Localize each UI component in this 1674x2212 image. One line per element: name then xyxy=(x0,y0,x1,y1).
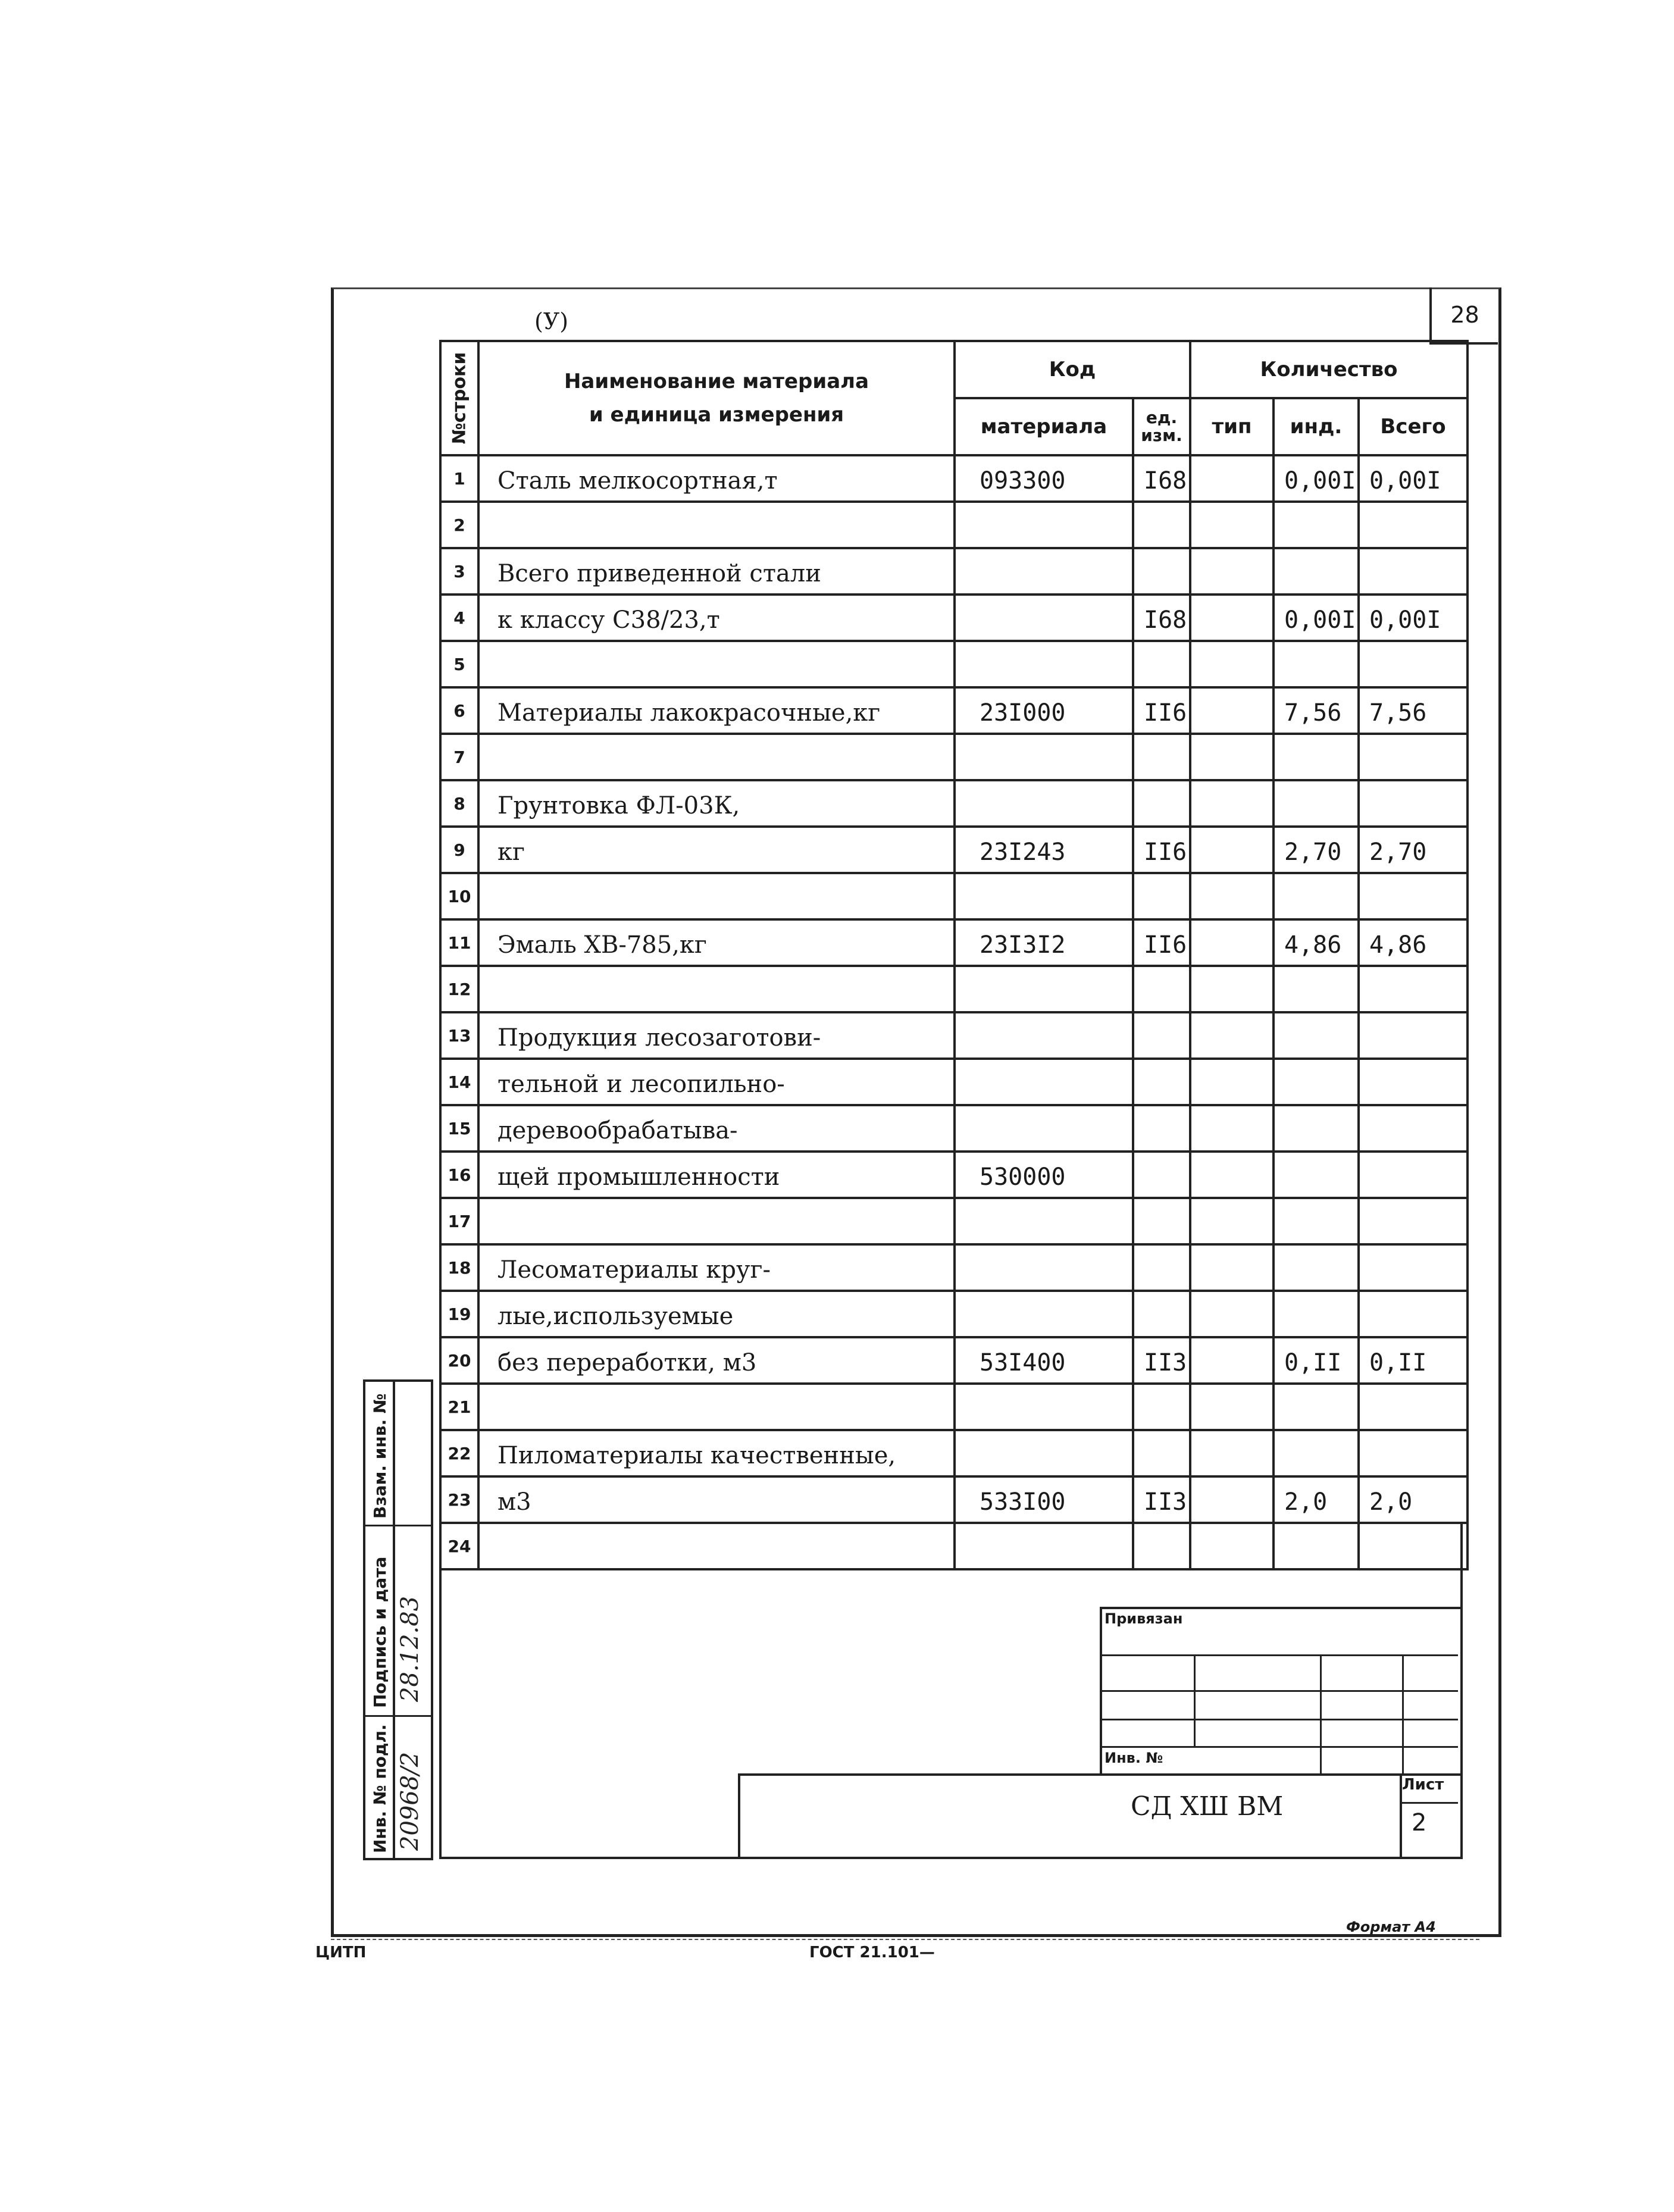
qty-type xyxy=(1190,1059,1274,1105)
sheet-divider xyxy=(1400,1802,1458,1804)
qty-ind xyxy=(1274,1059,1359,1105)
binding-line xyxy=(1100,1690,1458,1692)
material-name: м3 xyxy=(478,1476,955,1523)
qty-type xyxy=(1190,734,1274,780)
row-number: 24 xyxy=(440,1523,478,1569)
material-code xyxy=(955,595,1133,641)
row-number: 1 xyxy=(440,455,478,502)
qty-ind: 2,0 xyxy=(1274,1476,1359,1523)
material-code xyxy=(955,734,1133,780)
row-number: 17 xyxy=(440,1198,478,1244)
material-name: Грунтовка ФЛ-03К, xyxy=(478,780,955,827)
unit-code: I68 xyxy=(1133,595,1190,641)
inv-no-label: Инв. № подл. xyxy=(370,1724,390,1853)
header-type: тип xyxy=(1190,398,1274,455)
qty-total xyxy=(1359,502,1468,548)
qty-total xyxy=(1359,1430,1468,1476)
qty-type xyxy=(1190,595,1274,641)
material-code xyxy=(955,780,1133,827)
material-code xyxy=(955,1384,1133,1430)
qty-ind xyxy=(1274,1198,1359,1244)
header-ind: инд. xyxy=(1274,398,1359,455)
qty-total xyxy=(1359,1198,1468,1244)
qty-type xyxy=(1190,1198,1274,1244)
unit-code: II6 xyxy=(1133,827,1190,873)
marker-label: (У) xyxy=(534,308,569,334)
material-code xyxy=(955,1430,1133,1476)
material-code xyxy=(955,502,1133,548)
qty-total xyxy=(1359,1059,1468,1105)
row-number: 3 xyxy=(440,548,478,595)
unit-code: II3 xyxy=(1133,1476,1190,1523)
binding-line xyxy=(1194,1654,1196,1746)
material-name: деревообрабатыва- xyxy=(478,1105,955,1152)
material-code: 23I243 xyxy=(955,827,1133,873)
material-name xyxy=(478,1384,955,1430)
vzam-label: Взам. инв. № xyxy=(370,1393,390,1519)
binding-line xyxy=(1402,1654,1404,1773)
table-row xyxy=(440,641,1468,687)
row-number: 13 xyxy=(440,1012,478,1059)
material-code xyxy=(955,1198,1133,1244)
sheet-label: Лист xyxy=(1402,1776,1444,1794)
row-number: 22 xyxy=(440,1430,478,1476)
binding-line xyxy=(1100,1719,1458,1720)
qty-ind xyxy=(1274,1152,1359,1198)
qty-ind: 7,56 xyxy=(1274,687,1359,734)
material-code xyxy=(955,873,1133,919)
binding-line xyxy=(1320,1654,1322,1773)
table-row xyxy=(440,827,1468,873)
qty-ind: 4,86 xyxy=(1274,919,1359,966)
header-total: Всего xyxy=(1359,398,1468,455)
qty-total xyxy=(1359,1012,1468,1059)
qty-total: 0,00I xyxy=(1359,595,1468,641)
row-number: 21 xyxy=(440,1384,478,1430)
qty-ind xyxy=(1274,1384,1359,1430)
materials-table xyxy=(439,340,1469,1570)
row-number: 14 xyxy=(440,1059,478,1105)
table-row xyxy=(440,1384,1468,1430)
table-row xyxy=(440,455,1468,502)
qty-type xyxy=(1190,641,1274,687)
material-name: Сталь мелкосортная,т xyxy=(478,455,955,502)
qty-total xyxy=(1359,1244,1468,1291)
inv-label: Инв. № xyxy=(1104,1750,1163,1766)
table-row xyxy=(440,1244,1468,1291)
qty-total xyxy=(1359,1384,1468,1430)
qty-total xyxy=(1359,641,1468,687)
material-name xyxy=(478,873,955,919)
qty-type xyxy=(1190,502,1274,548)
binding-line xyxy=(1100,1746,1458,1748)
unit-code xyxy=(1133,548,1190,595)
material-name: к классу С38/23,т xyxy=(478,595,955,641)
material-name: без переработки, м3 xyxy=(478,1337,955,1384)
header-code: Код xyxy=(955,341,1190,398)
handwritten-inv: 20968/2 xyxy=(396,1751,424,1851)
row-number: 15 xyxy=(440,1105,478,1152)
material-code: 53I400 xyxy=(955,1337,1133,1384)
table-row xyxy=(440,502,1468,548)
unit-code xyxy=(1133,1244,1190,1291)
unit-code xyxy=(1133,641,1190,687)
unit-code xyxy=(1133,502,1190,548)
unit-code xyxy=(1133,1384,1190,1430)
material-name xyxy=(478,641,955,687)
qty-type xyxy=(1190,548,1274,595)
qty-type xyxy=(1190,1012,1274,1059)
qty-type xyxy=(1190,455,1274,502)
row-number: 16 xyxy=(440,1152,478,1198)
qty-ind xyxy=(1274,873,1359,919)
table-row xyxy=(440,1152,1468,1198)
material-name: Лесоматериалы круг- xyxy=(478,1244,955,1291)
material-code: 23I000 xyxy=(955,687,1133,734)
unit-code xyxy=(1133,873,1190,919)
header-material: материала xyxy=(955,398,1133,455)
material-name: щей промышленности xyxy=(478,1152,955,1198)
table-row xyxy=(440,919,1468,966)
qty-total xyxy=(1359,734,1468,780)
unit-code xyxy=(1133,780,1190,827)
qty-ind xyxy=(1274,548,1359,595)
qty-total: 0,II xyxy=(1359,1337,1468,1384)
qty-type xyxy=(1190,873,1274,919)
row-number: 5 xyxy=(440,641,478,687)
table-row xyxy=(440,1476,1468,1523)
material-name: Пиломатериалы качественные, xyxy=(478,1430,955,1476)
material-code xyxy=(955,1244,1133,1291)
qty-type xyxy=(1190,1244,1274,1291)
unit-code xyxy=(1133,1152,1190,1198)
qty-total xyxy=(1359,1152,1468,1198)
qty-type xyxy=(1190,687,1274,734)
qty-total: 2,70 xyxy=(1359,827,1468,873)
row-number: 12 xyxy=(440,966,478,1012)
handwritten-date: 28.12.83 xyxy=(396,1595,424,1702)
unit-code: II3 xyxy=(1133,1337,1190,1384)
table-row xyxy=(440,734,1468,780)
row-number: 9 xyxy=(440,827,478,873)
material-name: Всего приведенной стали xyxy=(478,548,955,595)
qty-type xyxy=(1190,1152,1274,1198)
table-row xyxy=(440,1430,1468,1476)
footer-line xyxy=(331,1939,1479,1940)
row-number: 23 xyxy=(440,1476,478,1523)
unit-code: II6 xyxy=(1133,687,1190,734)
material-name: лые,используемые xyxy=(478,1291,955,1337)
unit-code xyxy=(1133,1430,1190,1476)
material-name xyxy=(478,1198,955,1244)
material-name: кг xyxy=(478,827,955,873)
footer-standard: ГОСТ 21.101— xyxy=(809,1944,935,1961)
material-code xyxy=(955,1105,1133,1152)
table-row xyxy=(440,873,1468,919)
material-code xyxy=(955,966,1133,1012)
table-row xyxy=(440,1291,1468,1337)
binding-line xyxy=(1100,1654,1458,1656)
table-row xyxy=(440,687,1468,734)
row-number: 4 xyxy=(440,595,478,641)
page-number: 28 xyxy=(1429,287,1498,345)
qty-ind xyxy=(1274,502,1359,548)
material-name xyxy=(478,966,955,1012)
qty-ind: 0,II xyxy=(1274,1337,1359,1384)
header-name: Наименование материала и единица измерения xyxy=(478,341,955,455)
qty-ind xyxy=(1274,1105,1359,1152)
table-row xyxy=(440,1012,1468,1059)
qty-ind: 2,70 xyxy=(1274,827,1359,873)
material-code: 533I00 xyxy=(955,1476,1133,1523)
header-unit: ед. изм. xyxy=(1133,398,1190,455)
row-number: 19 xyxy=(440,1291,478,1337)
title-stamp xyxy=(738,1773,1460,1859)
qty-total xyxy=(1359,1291,1468,1337)
row-number: 20 xyxy=(440,1337,478,1384)
material-code: 23I3I2 xyxy=(955,919,1133,966)
qty-total: 4,86 xyxy=(1359,919,1468,966)
qty-total: 0,00I xyxy=(1359,455,1468,502)
row-number: 2 xyxy=(440,502,478,548)
material-name xyxy=(478,502,955,548)
row-number: 6 xyxy=(440,687,478,734)
footer-left: ЦИТП xyxy=(315,1944,367,1961)
material-name: Материалы лакокрасочные,кг xyxy=(478,687,955,734)
unit-code xyxy=(1133,1059,1190,1105)
material-name: Продукция лесозаготови- xyxy=(478,1012,955,1059)
material-name: тельной и лесопильно- xyxy=(478,1059,955,1105)
qty-ind xyxy=(1274,1291,1359,1337)
row-number: 10 xyxy=(440,873,478,919)
qty-total xyxy=(1359,548,1468,595)
footer-format: Формат А4 xyxy=(1346,1919,1436,1935)
table-row xyxy=(440,1198,1468,1244)
qty-type xyxy=(1190,1105,1274,1152)
sign-date-label: Подпись и дата xyxy=(370,1556,390,1708)
unit-code: II6 xyxy=(1133,919,1190,966)
document-code: СД ХШ ВМ xyxy=(1131,1791,1284,1822)
material-code xyxy=(955,1291,1133,1337)
qty-total xyxy=(1359,873,1468,919)
qty-total xyxy=(1359,966,1468,1012)
qty-type xyxy=(1190,1291,1274,1337)
qty-type xyxy=(1190,827,1274,873)
qty-ind xyxy=(1274,734,1359,780)
material-name: Эмаль ХВ-785,кг xyxy=(478,919,955,966)
unit-code xyxy=(1133,1198,1190,1244)
qty-total: 7,56 xyxy=(1359,687,1468,734)
header-quantity: Количество xyxy=(1190,341,1468,398)
qty-type xyxy=(1190,1337,1274,1384)
table-row xyxy=(440,1105,1468,1152)
qty-ind xyxy=(1274,966,1359,1012)
table-row xyxy=(440,1337,1468,1384)
qty-type xyxy=(1190,919,1274,966)
sheet-number: 2 xyxy=(1412,1809,1427,1836)
qty-total xyxy=(1359,1105,1468,1152)
row-number: 8 xyxy=(440,780,478,827)
material-code: 093300 xyxy=(955,455,1133,502)
unit-code xyxy=(1133,1012,1190,1059)
qty-type xyxy=(1190,780,1274,827)
unit-code xyxy=(1133,1291,1190,1337)
qty-total xyxy=(1359,780,1468,827)
unit-code xyxy=(1133,734,1190,780)
material-code xyxy=(955,1012,1133,1059)
material-code xyxy=(955,1059,1133,1105)
qty-type xyxy=(1190,1384,1274,1430)
unit-code xyxy=(1133,1105,1190,1152)
qty-ind xyxy=(1274,1430,1359,1476)
material-code xyxy=(955,641,1133,687)
material-code: 530000 xyxy=(955,1152,1133,1198)
table-row xyxy=(440,966,1468,1012)
qty-ind xyxy=(1274,1012,1359,1059)
unit-code: I68 xyxy=(1133,455,1190,502)
table-row xyxy=(440,548,1468,595)
table-row xyxy=(440,595,1468,641)
qty-type xyxy=(1190,1430,1274,1476)
table-row xyxy=(440,780,1468,827)
qty-ind: 0,00I xyxy=(1274,455,1359,502)
row-number: 18 xyxy=(440,1244,478,1291)
qty-type xyxy=(1190,1476,1274,1523)
header-row-no: №строки xyxy=(440,341,478,455)
qty-type xyxy=(1190,966,1274,1012)
table-row xyxy=(440,1059,1468,1105)
qty-total: 2,0 xyxy=(1359,1476,1468,1523)
qty-ind xyxy=(1274,780,1359,827)
unit-code xyxy=(1133,966,1190,1012)
qty-ind: 0,00I xyxy=(1274,595,1359,641)
qty-ind xyxy=(1274,1244,1359,1291)
privyazan-label: Привязан xyxy=(1104,1610,1183,1627)
material-code xyxy=(955,548,1133,595)
material-name xyxy=(478,734,955,780)
row-number: 7 xyxy=(440,734,478,780)
qty-ind xyxy=(1274,641,1359,687)
row-number: 11 xyxy=(440,919,478,966)
